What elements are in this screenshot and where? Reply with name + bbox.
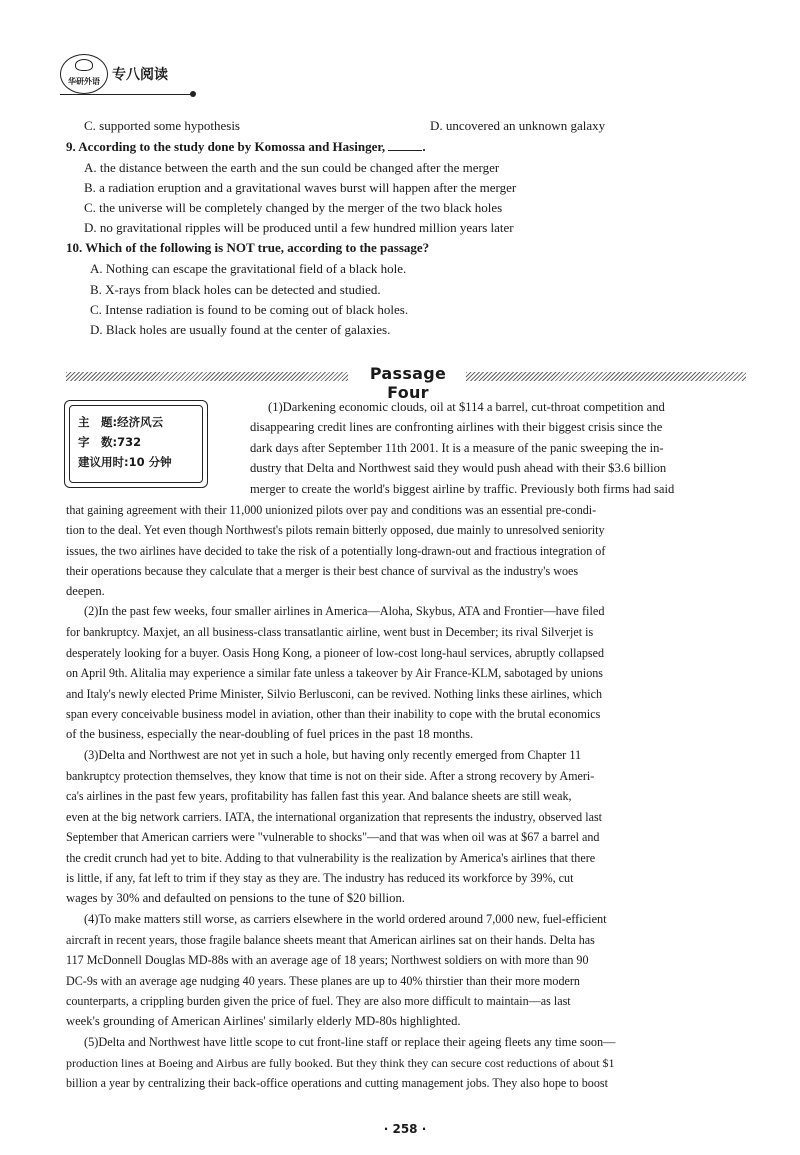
q9-option-d: D. no gravitational ripples will be produced until a few hundred million years later bbox=[84, 220, 514, 235]
logo-icon bbox=[75, 59, 93, 71]
passage-line: September that American carriers were "vulnerable to shocks"—and that was when oil was at $67 a barrel and bbox=[66, 830, 600, 844]
page-number: · 258 · bbox=[383, 1122, 427, 1136]
passage-line: dark days after September 11th 2001. It is a measure of the panic sweeping the in- bbox=[250, 441, 664, 455]
passage-line: that gaining agreement with their 11,000 unionized pilots over pay and conditions was an essential pre-condi- bbox=[66, 503, 597, 517]
passage-line: span every conceivable business model in aviation, other than their inability to cope with the brutal economics bbox=[66, 707, 601, 721]
passage-line: production lines at Boeing and Airbus are fully booked. But they think they can secure cost reductions of about $1 bbox=[66, 1056, 615, 1070]
passage-line: wages by 30% and defaulted on pensions to the tune of $20 billion. bbox=[66, 891, 405, 905]
passage-line: disappearing credit lines are confronting airlines with their biggest crisis since the bbox=[250, 420, 663, 434]
passage-title-bar bbox=[66, 364, 746, 402]
q10-stem: 10. Which of the following is NOT true, according to the passage? bbox=[66, 240, 430, 255]
q10-option-b: B. X-rays from black holes can be detected and studied. bbox=[90, 282, 381, 297]
q9-option-c: C. the universe will be completely changed by the merger of the two black holes bbox=[84, 200, 503, 215]
passage-line: even at the big network carriers. IATA, the international organization that represents the industry, observed last bbox=[66, 810, 603, 824]
passage-line: dustry that Delta and Northwest said they would push ahead with their $3.6 billion bbox=[250, 461, 667, 475]
title-ornament-left bbox=[66, 372, 348, 381]
q9-option-a: A. the distance between the earth and the sun could be changed after the merger bbox=[84, 160, 500, 175]
passage-line: and Italy's newly elected Prime Minister, Silvio Berlusconi, can be revived. Nothing links these airlines, which bbox=[66, 687, 603, 701]
passage-info-box bbox=[64, 400, 208, 488]
passage-title: Passage Four bbox=[369, 364, 447, 402]
passage-line: (4)To make matters still worse, as carriers elsewhere in the world ordered around 7,000 new, fuel-efficient bbox=[84, 912, 607, 926]
answer-blank bbox=[388, 138, 422, 151]
q8-option-d: D. uncovered an unknown galaxy bbox=[430, 118, 606, 133]
info-suggested-time: 建议用时:10 分钟 bbox=[78, 455, 172, 469]
header bbox=[60, 56, 168, 92]
passage-line: on April 9th. Alitalia may experience a similar fate unless a takeover by Air France-KLM, sabotaged by unions bbox=[66, 666, 604, 680]
logo-text: 华研外语 bbox=[68, 77, 100, 86]
q10-option-d: D. Black holes are usually found at the center of galaxies. bbox=[90, 322, 391, 337]
passage-line: 117 McDonnell Douglas MD-88s with an average age of 18 years; Northwest soldiers on with more than 90 bbox=[66, 953, 589, 967]
passage-line: (5)Delta and Northwest have little scope to cut front-line staff or replace their ageing fleets any time soon— bbox=[84, 1035, 616, 1049]
q8-option-c: C. supported some hypothesis bbox=[84, 118, 240, 133]
passage-line: aircraft in recent years, those fragile balance sheets meant that American airlines sat on their hands. Delta has bbox=[66, 933, 595, 947]
passage-line: ca's airlines in the past few years, profitability has fallen fast this year. And balance sheets are still weak, bbox=[66, 789, 572, 803]
passage-line: is little, if any, fat left to trim if they stay as they are. The industry has reduced its workforce by 39%, cut bbox=[66, 871, 574, 885]
book-title: 专八阅读 bbox=[112, 67, 168, 83]
passage-line: (3)Delta and Northwest are not yet in such a hole, but having only recently emerged from Chapter 11 bbox=[84, 748, 582, 762]
passage-line: their operations because they calculate that a merger is their best chance of survival as the industry's woes bbox=[66, 564, 579, 578]
info-word-count: 字 数:732 bbox=[78, 435, 142, 449]
passage-line: counterparts, a crippling burden given the price of fuel. They are also more difficult to maintain—as last bbox=[66, 994, 571, 1008]
publisher-logo bbox=[60, 54, 108, 94]
passage-line: DC-9s with an average age nudging 40 years. These planes are up to 40% thirstier than their more modern bbox=[66, 974, 580, 988]
header-rule bbox=[60, 94, 194, 95]
q9-stem: 9. According to the study done by Komossa and Hasinger, . bbox=[66, 139, 426, 154]
passage-line: week's grounding of American Airlines' similarly elderly MD-80s highlighted. bbox=[66, 1014, 461, 1028]
passage-line: issues, the two airlines have decided to take the risk of a potentially long-drawn-out and fractious integration of bbox=[66, 544, 606, 558]
info-topic: 主 题:经济风云 bbox=[78, 415, 164, 429]
passage-line: the credit crunch had yet to bite. Adding to that vulnerability is the realization by America's airlines that there bbox=[66, 851, 596, 865]
passage-line: billion a year by centralizing their back-office operations and cutting management jobs. They also hope to boost bbox=[66, 1076, 608, 1090]
title-ornament-right bbox=[466, 372, 746, 381]
passage-line: deepen. bbox=[66, 584, 105, 598]
q10-option-c: C. Intense radiation is found to be coming out of black holes. bbox=[90, 302, 409, 317]
q10-option-a: A. Nothing can escape the gravitational field of a black hole. bbox=[90, 261, 407, 276]
passage-line: (1)Darkening economic clouds, oil at $114 a barrel, cut-throat competition and bbox=[268, 400, 665, 414]
header-dot bbox=[190, 91, 196, 97]
q9-option-b: B. a radiation eruption and a gravitational waves burst will happen after the merger bbox=[84, 180, 517, 195]
passage-line: merger to create the world's biggest airline by traffic. Previously both firms had said bbox=[250, 482, 675, 496]
passage-line: tion to the deal. Yet even though Northwest's pilots remain bitterly opposed, due mainly to unresolved seniority bbox=[66, 523, 605, 537]
passage-line: for bankruptcy. Maxjet, an all business-class transatlantic airline, went bust in December; its rival Silverjet is bbox=[66, 625, 594, 639]
passage-line: (2)In the past few weeks, four smaller airlines in America—Aloha, Skybus, ATA and Frontier—have filed bbox=[84, 604, 605, 618]
passage-line: bankruptcy protection themselves, they know that time is not on their side. After a strong recovery by Ameri- bbox=[66, 769, 595, 783]
passage-line: of the business, especially the near-doubling of fuel prices in the past 18 months. bbox=[66, 727, 474, 741]
passage-line: desperately looking for a buyer. Oasis Hong Kong, a pioneer of low-cost long-haul services, abruptly collapsed bbox=[66, 646, 605, 660]
